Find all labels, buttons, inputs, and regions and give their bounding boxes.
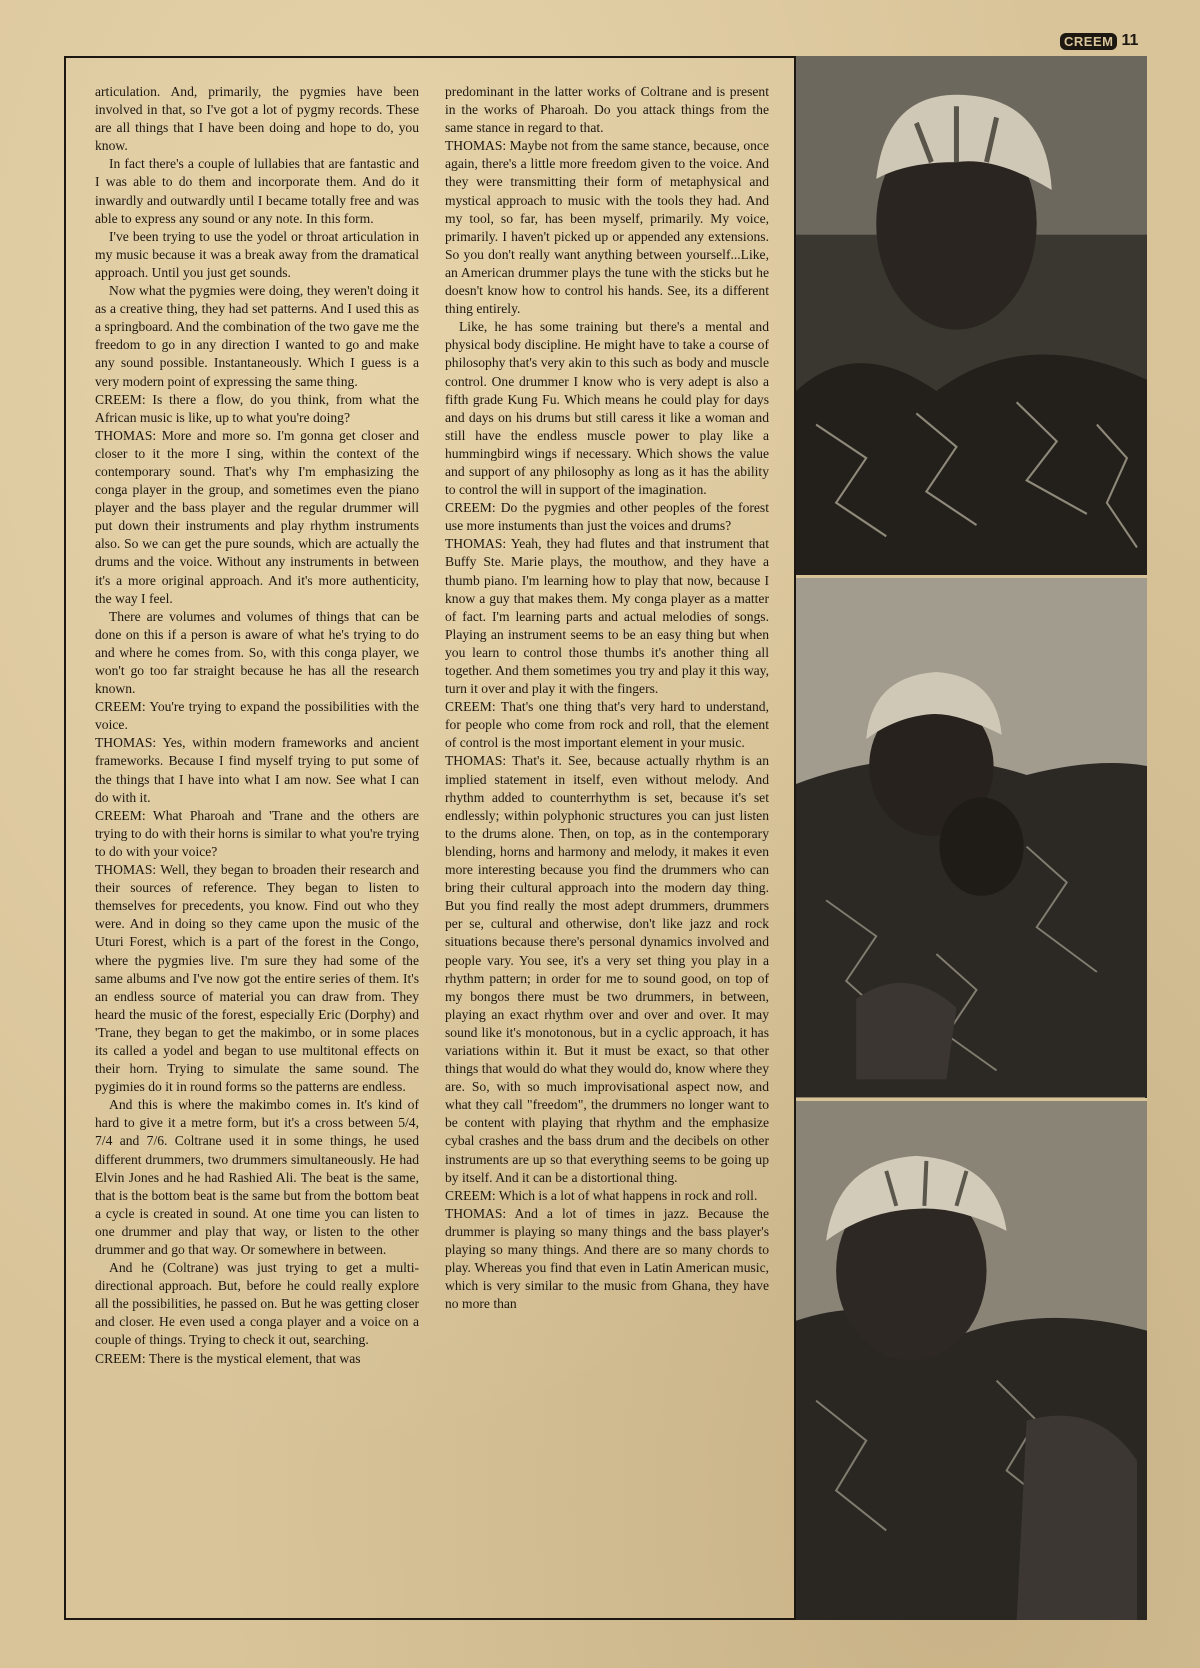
paragraph: articulation. And, primarily, the pygmies have been involved in that, so I've got a lot of pygmy records. These are all things that I have been doing and hope to do, you know.: [95, 84, 419, 154]
paragraph: CREEM: What Pharoah and 'Trane and the others are trying to do with their horns is similar to what you're trying to do with your voice?: [95, 807, 419, 859]
paragraph: There are volumes and volumes of things that can be done on this if a person is aware of what he's trying to do and where he comes from. So, with this conga player, we won't go too far straight because he has all the research known.: [95, 608, 419, 697]
paragraph: CREEM: Which is a lot of what happens in rock and roll.: [445, 1187, 758, 1203]
paragraph: THOMAS: Well, they began to broaden their research and their sources of reference. They began to listen to themselves for precedents, you know. Find out who they were. And in doing so they came upon the music of the Uturi Forest, which is a part of the forest in the Congo, where the pygmies live. I'm sure they had some of the same albums and I've now got the entire series of them. It's an endless source of material you can draw from. They heard the music of the forest, especially Eric (Dorphy) and 'Trane, they began to get the makimbo, or in some places its called a yodel and began to use multitonal effects on their horn. Trying to simulate the same sound. The pygimies do it in round forms so the patterns are endless.: [95, 862, 419, 1095]
paragraph: Like, he has some training but there's a mental and physical body discipline. He might have to take a course of philosophy that's very akin to this such as body and muscle control. One drummer I know who is very adept is also a fifth grade Kung Fu. Which means he could play for days and days on his drums but still caress it like a woman and still have the endless muscle power to play like a hummingbird wings if necessary. Which shows the value and support of any philosophy as long as it has the ability to control the will in support of the imagination.: [445, 319, 769, 498]
paragraph: THOMAS: Maybe not from the same stance, because, once again, there's a little more freedom given to the voice. And they were transmitting their form of metaphysical and mystical approach to music with the tools they had. And my tool, so far, has been myself, primarily. My voice, primarily. I haven't picked up or appended any extensions. So you don't really want anything between yourself...Like, an American drummer plays the tune with the sticks but he doesn't know how to control his hands. See, its a different thing entirely.: [445, 138, 769, 317]
paragraph: In fact there's a couple of lullabies that are fantastic and I was able to do them and incorporate them. And do it inwardly and outwardly until I became totally free and was able to express any sound or any note. In this form.: [95, 156, 419, 226]
creem-logo: CREEM: [1060, 33, 1117, 50]
paragraph: THOMAS: And a lot of times in jazz. Because the drummer is playing so many things and the bass player's playing so many things. And there are so many chords to play. Whereas you find that even in Latin American music, which is very similar to the music from Ghana, they have no more than: [445, 1205, 769, 1312]
photo-strip: [794, 56, 1147, 1620]
paragraph: THOMAS: More and more so. I'm gonna get closer and closer to it the more I sing, within the context of the contemporary sound. That's why I'm emphasizing the conga player in the group, and sometimes even the piano player and the bass player and the regular drummer will put down their instruments and play rhythm instruments also. So we can get the pure sounds, which are actually the drums and the voice. Without any instruments in between it's a more original approach. And it's more authenticity, the way I feel.: [95, 427, 419, 606]
portrait-photo-3: [796, 1101, 1147, 1620]
paragraph: CREEM: There is the mystical element, that was: [95, 1350, 361, 1366]
paragraph: And he (Coltrane) was just trying to get a multi-directional approach. But, before he could really explore all the possibilities, he passed on. But he was getting closer and closer. He even used a conga player and a voice on a couple of things. Trying to check it out, searching.: [95, 1260, 419, 1348]
paragraph: THOMAS: That's it. See, because actually rhythm is an implied statement in itself, even without melody. And rhythm added to counterrhythm is set, because it's set endlessly; within polyphonic structures you can just listen to the drums alone. Then, on top, as in the contemporary blending, horns and harmony and melody, it makes it even more interesting because you find the drummers who can bring their cultural approach into the modern day thing. But you find really the most adept drummers, drummers per se, cultural and otherwise, don't like jazz and rock situations because there's personal dynamics involved and people vary. You see, it's a very set thing you play in a rhythm pattern; in order for me to sound good, on top of my bongos there must be two drummers, in between, playing an exact rhythm over and over and over. It may sound like it's monotonous, but in a cyclic approach, it has variations within it. But it must be exact, so that other things that would do what they would do, know where they are. So, with so much improvisational aspect now, and what they call "freedom", the drummers no longer want to be content with playing that rhythm and the emphasize cybal crashes and the bass drum and the decibels on other instruments are up so that everything seems to be going up by itself. And it can be a distortional thing.: [445, 753, 769, 1185]
portrait-image: [796, 1101, 1147, 1620]
portrait-image: [796, 578, 1147, 1097]
paragraph: CREEM: Do the pygmies and other peoples of the forest use more instuments than just the voices and drums?: [445, 500, 769, 534]
paragraph: predominant in the latter works of Coltrane and is present in the works of Pharoah. Do you attack things from the same stance in regard to that.: [445, 84, 769, 136]
masthead: [1060, 30, 1140, 52]
paragraph: Now what the pygmies were doing, they weren't doing it as a creative thing, they had set patterns. And I used this as a springboard. And the combination of the two gave me the freedom to go in any direction I wanted to go and make any sound possible. Instantaneously. Which I guess is a very modern point of expressing the same thing.: [95, 283, 419, 389]
paragraph: CREEM: That's one thing that's very hard to understand, for people who come from rock and roll, that the element of control is the most important element in your music.: [445, 699, 769, 751]
paragraph: THOMAS: Yes, within modern frameworks and ancient frameworks. Because I find myself trying to put some of the things that I have into what I am now. See what I can do with it.: [95, 735, 419, 805]
paragraph: CREEM: Is there a flow, do you think, from what the African music is like, up to what you're doing?: [95, 391, 419, 425]
portrait-image: [796, 56, 1147, 575]
portrait-photo-2: [796, 578, 1147, 1100]
portrait-photo-1: [796, 56, 1147, 578]
paragraph: I've been trying to use the yodel or throat articulation in my music because it was a break away from the dramatical approach. Until you just get sounds.: [95, 228, 419, 280]
text-column-1: [95, 83, 419, 1603]
paragraph: And this is where the makimbo comes in. It's kind of hard to give it a metre form, but it's a cross between 5/4, 7/4 and 7/6. Coltrane used it in some things, he used different drummers, two drummers simultaneously. He had Elvin Jones and he had Rashied Ali. The beat is the same, that is the bottom beat is the same but from the bottom beat a cycle is created in sound. At one time you can listen to one drummer and play that way, or listen to the other drummer and go that way. Or somewhere in between.: [95, 1097, 419, 1257]
paragraph: CREEM: You're trying to expand the possibilities with the voice.: [95, 699, 419, 733]
text-column-2: [445, 83, 769, 1603]
page-number: 11: [1121, 32, 1139, 49]
paragraph: THOMAS: Yeah, they had flutes and that instrument that Buffy Ste. Marie plays, the mouthow, and they have a thumb piano. I'm learning how to play that now, because I know a guy that makes them. My conga player as a matter of fact. I'm learning parts and actual melodies of songs. Playing an instrument seems to be an easy thing but when you learn to control those thumbs it's another thing all together. And them sometimes you try and play it this way, turn it over and play it with the fingers.: [445, 536, 769, 697]
